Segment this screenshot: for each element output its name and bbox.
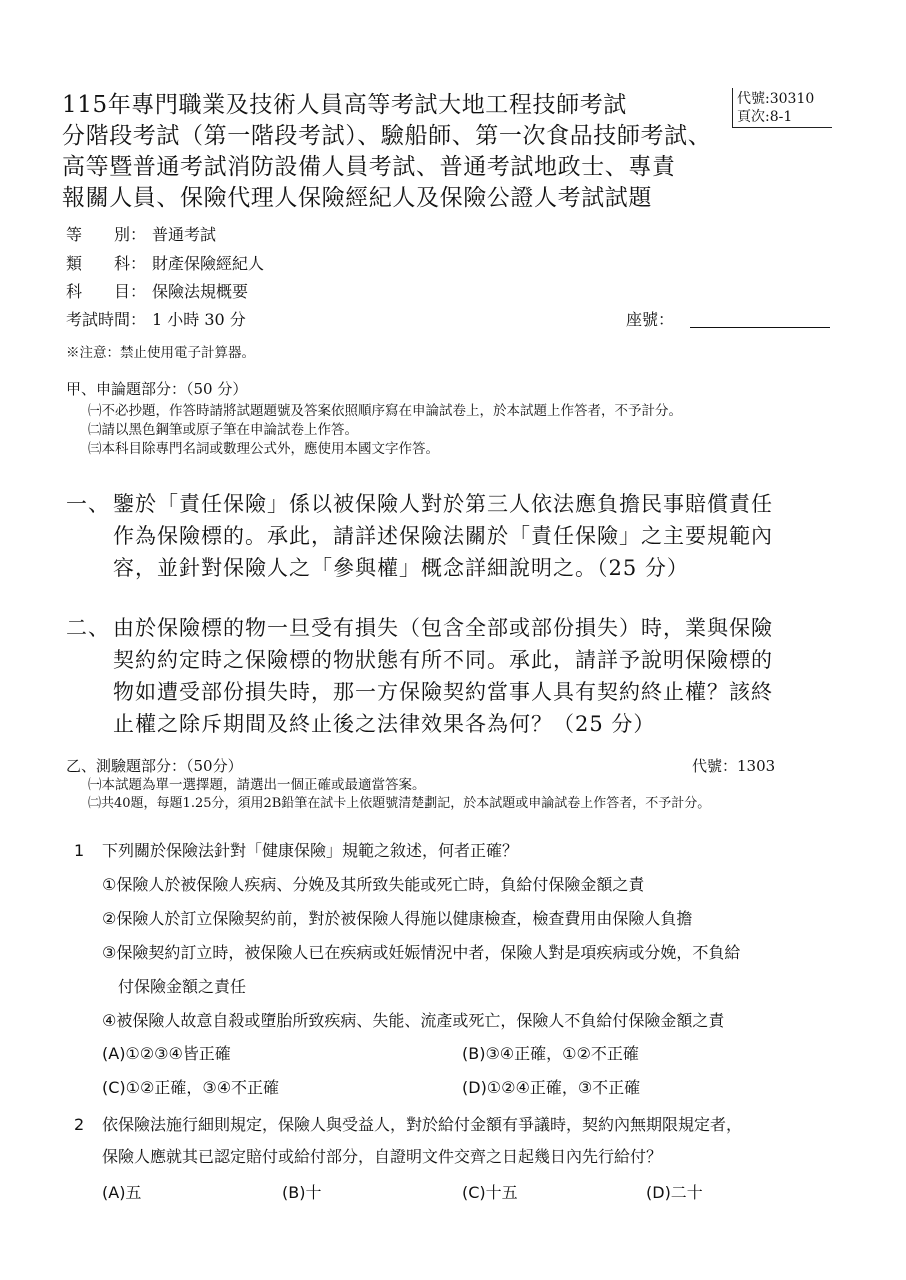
question-2-option-b: (B)十 [282,1183,322,1202]
question-1-item-1: ①保險人於被保險人疾病、分娩及其所致失能或死亡時，負給付保險金額之責 [102,875,645,894]
question-2-number: 2 [74,1115,85,1134]
question-2-stem-line-2: 保險人應就其已認定賠付或給付部分，自證明文件交齊之日起幾日內先行給付？ [102,1147,663,1166]
category-row [66,253,264,275]
part-a-rule-2: ㈡請以黑色鋼筆或原子筆在申論試卷上作答。 [88,422,358,438]
question-1-option-d: (D)①②④正確，③不正確 [462,1078,641,1097]
exam-code: 代號:30310 [737,91,815,107]
exam-title-line-2: 分階段考試（第一階段考試）、驗船師、第一次食品技師考試、 [62,123,712,149]
essay-question-2-number: 二、 [66,616,110,640]
grade-value: 普通考試 [152,225,217,244]
part-a-rule-1: ㈠不必抄題，作答時請將試題題號及答案依照順序寫在申論試卷上，於本試題上作答者，不予計分。 [88,403,682,419]
question-1-item-3: ③保險契約訂立時，被保險人已在疾病或妊娠情況中者，保險人對是項疾病或分娩，不負給 [102,943,741,962]
part-a-rule-3: ㈢本科目除專門名詞或數理公式外，應使用本國文字作答。 [88,441,439,457]
question-1-item-3-cont: 付保險金額之責任 [118,977,247,996]
exam-title-line-1: 115年專門職業及技術人員高等考試大地工程技師考試 [62,92,627,118]
seat-number-blank [690,327,830,328]
essay-question-2-line-2: 契約約定時之保險標的物狀態有所不同。承此，請詳予說明保險標的 [113,648,773,672]
question-1-item-2: ②保險人於訂立保險契約前，對於被保險人得施以健康檢查，檢查費用由保險人負擔 [102,909,693,928]
question-1-option-a: (A)①②③④皆正確 [102,1044,231,1063]
essay-question-1-number: 一、 [66,492,110,516]
essay-question-2-line-1: 由於保險標的物一旦受有損失（包含全部或部份損失）時，業與保險 [113,616,773,640]
exam-title-line-4: 報關人員、保險代理人保險經紀人及保險公證人考試試題 [62,185,652,211]
subject-value: 保險法規概要 [152,282,249,301]
part-b-code: 代號：1303 [692,757,776,775]
part-a-heading: 甲、申論題部分：（50 分） [66,380,248,398]
page-number: 頁次:8-1 [737,109,793,125]
time-row [66,309,246,331]
question-1-number: 1 [74,841,85,860]
exam-title-line-3: 高等暨普通考試消防設備人員考試、普通考試地政士、專責 [62,154,676,180]
exam-code-box [732,88,832,128]
category-value: 財產保險經紀人 [152,254,265,273]
grade-row [66,224,216,246]
time-label: 考試時間： [66,310,147,329]
question-1-option-b: (B)③④正確，①②不正確 [462,1044,639,1063]
question-2-option-d: (D)二十 [646,1183,703,1202]
question-2-option-a: (A)五 [102,1183,142,1202]
question-1-option-c: (C)①②正確，③④不正確 [102,1078,280,1097]
subject-label: 科 目： [66,282,147,301]
part-b-rule-1: ㈠本試題為單一選擇題，請選出一個正確或最適當答案。 [88,777,426,793]
essay-question-2-line-4: 止權之除斥期間及終止後之法律效果各為何？（25 分） [113,712,656,736]
essay-question-1-line-2: 作為保險標的。承此，請詳述保險法關於「責任保險」之主要規範內 [113,524,773,548]
grade-label: 等 別： [66,225,147,244]
question-2-stem-line-1: 依保險法施行細則規定，保險人與受益人，對於給付金額有爭議時，契約內無期限規定者， [102,1115,743,1134]
question-2-option-c: (C)十五 [462,1183,518,1202]
time-value: 1 小時 30 分 [152,310,246,329]
essay-question-2-line-3: 物如遭受部份損失時，那一方保險契約當事人具有契約終止權？該終 [113,680,773,704]
part-b-rule-2: ㈡共40題，每題1.25分，須用2B鉛筆在試卡上依題號清楚劃記，於本試題或申論試卷上作答者，不予計分。 [88,796,711,811]
question-1-stem: 下列關於保險法針對「健康保險」規範之敘述，何者正確？ [102,841,519,860]
calculator-notice: ※注意：禁止使用電子計算器。 [66,345,255,361]
subject-row [66,281,248,303]
seat-label: 座號： [626,310,675,329]
category-label: 類 科： [66,254,147,273]
essay-question-1-line-3: 容，並針對保險人之「參與權」概念詳細說明之。（25 分） [113,556,689,580]
part-b-heading: 乙、測驗題部分：（50分） [66,757,243,775]
question-1-item-4: ④被保險人故意自殺或墮胎所致疾病、失能、流產或死亡，保險人不負給付保險金額之責 [102,1011,725,1030]
essay-question-1-line-1: 鑒於「責任保險」係以被保險人對於第三人依法應負擔民事賠償責任 [113,492,773,516]
